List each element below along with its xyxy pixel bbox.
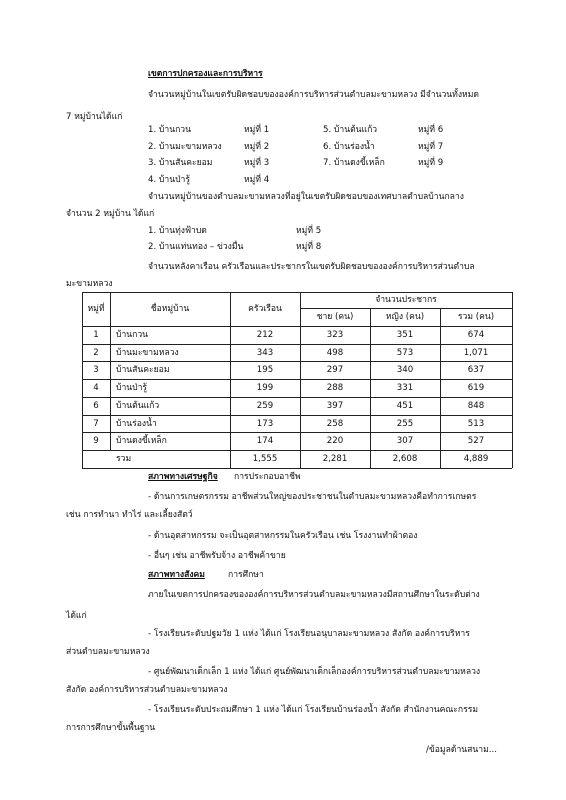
cell-total: 513 [467, 419, 485, 429]
social-item3-line2: การการศึกษาขั้นพื้นฐาน [66, 723, 156, 733]
village-moo: หมู่ที่ 6 [418, 125, 444, 135]
cell-moo: 9 [93, 436, 99, 446]
cell-male: 498 [326, 348, 344, 358]
social-heading: สภาพทางสังคม [148, 570, 205, 580]
social-item1-line1: - โรงเรียนระดับปฐมวัย 1 แห่ง ได้แก่ โรงเรียนอนุบาลมะขามหลวง สังกัด องค์การบริหาร [148, 629, 470, 639]
admin-heading: เขตการปกครองและการบริหาร [148, 69, 263, 79]
cell-households: 174 [256, 436, 274, 446]
cell-female: 255 [396, 419, 414, 429]
admin-intro-line1: จำนวนหมู่บ้านในเขตรับผิดชอบขององค์การบริหารส่วนตำบลมะขามหลวง มีจำนวนทั้งหมด [148, 90, 479, 100]
economy-item1-line2: เช่น การทำนา ทำไร่ และเลี้ยงสัตว์ [66, 510, 193, 520]
cell-male: 288 [326, 383, 344, 393]
cell-households: 212 [256, 330, 274, 340]
village-list-item: 2. บ้านมะขามหลวง [148, 142, 222, 152]
muni-village-item: 1. บ้านทุ่งฟ้าบด [148, 226, 207, 236]
sum-households: 1,555 [252, 454, 278, 464]
village-list-item: 4. บ้านป่ารู้ [148, 175, 190, 185]
muni-village-moo: หมู่ที่ 8 [296, 242, 322, 252]
header-village: ชื่อหมู่บ้าน [150, 304, 190, 314]
economy-heading: สภาพทางเศรษฐกิจ [148, 472, 218, 482]
cell-moo: 7 [93, 419, 99, 429]
sum-female: 2,608 [392, 454, 418, 464]
cell-female: 451 [396, 401, 414, 411]
muni-line2: จำนวน 2 หมู่บ้าน ได้แก่ [66, 209, 155, 219]
social-item2-line1: - ศูนย์พัฒนาเด็กเล็ก 1 แห่ง ได้แก่ ศูนย์พัฒนาเด็กเล็กองค์การบริหารส่วนตำบลมะขามหลวง [148, 667, 481, 677]
cell-moo: 4 [93, 383, 99, 393]
muni-line1: จำนวนหมู่บ้านของตำบลมะขามหลวงที่อยู่ในเขตรับผิดชอบของเทศบาลตำบลบ้านกลาง [148, 192, 464, 202]
households-line1: จำนวนหลังคาเรือน ครัวเรือนและประชากรในเขตรับผิดชอบขององค์การบริหารส่วนตำบล [148, 262, 475, 272]
sum-male: 2,281 [322, 454, 348, 464]
cell-village: บ้านป่ารู้ [116, 383, 148, 393]
cell-male: 397 [326, 401, 344, 411]
admin-intro-line2: 7 หมู่บ้านได้แก่ [66, 112, 123, 122]
sum-total: 4,889 [463, 454, 489, 464]
social-item3-line1: - โรงเรียนระดับประถมศึกษา 1 แห่ง ได้แก่ โรงเรียนบ้านร่องน้ำ สังกัด สำนักงานคณะกรรม [148, 705, 479, 715]
village-moo: หมู่ที่ 1 [244, 125, 270, 135]
village-moo: หมู่ที่ 9 [418, 158, 444, 168]
cell-households: 259 [256, 401, 274, 411]
cell-female: 340 [396, 365, 414, 375]
header-moo: หมู่ที่ [87, 304, 105, 314]
village-moo: หมู่ที่ 2 [244, 142, 270, 152]
cell-female: 331 [396, 383, 414, 393]
header-total: รวม (คน) [457, 312, 495, 322]
cell-total: 527 [467, 436, 485, 446]
social-intro-line1: ภายในเขตการปกครองขององค์การบริหารส่วนตำบลมะขามหลวงมีสถานศึกษาในระดับต่าง [148, 590, 480, 600]
cell-households: 199 [256, 383, 274, 393]
cell-total: 619 [467, 383, 485, 393]
village-moo: หมู่ที่ 4 [244, 175, 270, 185]
cell-female: 307 [396, 436, 414, 446]
cell-moo: 2 [93, 348, 99, 358]
households-line2: มะขามหลวง [66, 279, 113, 289]
cell-households: 343 [256, 348, 274, 358]
header-population: จำนวนประชากร [375, 295, 437, 305]
cell-village: บ้านสันคะยอม [116, 365, 170, 375]
cell-households: 195 [256, 365, 274, 375]
cell-village: บ้านดงขี้เหล็ก [116, 436, 167, 446]
cell-households: 173 [256, 419, 274, 429]
cell-village: บ้านกวน [116, 330, 149, 340]
economy-item3: - อื่นๆ เช่น อาชีพรับจ้าง อาชีพค้าขาย [148, 551, 286, 561]
cell-moo: 1 [93, 330, 99, 340]
cell-moo: 6 [93, 401, 99, 411]
village-list-item: 7. บ้านดงขี้เหล็ก [323, 158, 385, 168]
cell-male: 297 [326, 365, 344, 375]
cell-village: บ้านร่องน้ำ [116, 419, 157, 429]
economy-item2: - ด้านอุตสาหกรรม จะเป็นอุตสาหกรรมในครัวเรือน เช่น โรงงานทำผ้าตอง [148, 531, 418, 541]
sum-label: รวม [116, 454, 132, 464]
muni-village-moo: หมู่ที่ 5 [296, 226, 322, 236]
cell-total: 674 [467, 330, 485, 340]
header-female: หญิง (คน) [385, 312, 425, 322]
social-subheading: การศึกษา [228, 570, 264, 580]
cell-male: 258 [326, 419, 344, 429]
village-list-item: 3. บ้านสันคะยอม [148, 158, 213, 168]
village-moo: หมู่ที่ 3 [244, 158, 270, 168]
cell-female: 351 [396, 330, 414, 340]
cell-village: บ้านมะขามหลวง [116, 348, 179, 358]
continued-note: /ข้อมูลด้านสนาม... [426, 745, 497, 755]
header-households: ครัวเรือน [248, 304, 282, 314]
cell-village: บ้านต้นแก้ว [116, 401, 160, 411]
cell-total: 1,071 [463, 348, 489, 358]
cell-male: 323 [326, 330, 344, 340]
village-list-item: 6. บ้านร่องน้ำ [323, 142, 375, 152]
cell-male: 220 [326, 436, 344, 446]
economy-subheading: การประกอบอาชีพ [234, 472, 301, 482]
cell-moo: 3 [93, 365, 99, 375]
cell-total: 848 [467, 401, 485, 411]
social-item2-line2: สังกัด องค์การบริหารส่วนตำบลมะขามหลวง [66, 685, 228, 695]
social-intro-line2: ได้แก่ [66, 611, 87, 621]
economy-item1-line1: - ด้านการเกษตรกรรม อาชีพส่วนใหญ่ของประชาชนในตำบลมะขามหลวงคือทำการเกษตร [148, 492, 477, 502]
village-moo: หมู่ที่ 7 [418, 142, 444, 152]
village-list-item: 5. บ้านต้นแก้ว [323, 125, 378, 135]
social-item1-line2: ส่วนตำบลมะขามหลวง [66, 647, 150, 657]
cell-total: 637 [467, 365, 485, 375]
header-male: ชาย (คน) [316, 312, 354, 322]
muni-village-item: 2. บ้านแท่นทอง – ข่วงมื่น [148, 242, 244, 252]
village-list-item: 1. บ้านกวน [148, 125, 191, 135]
cell-female: 573 [396, 348, 414, 358]
